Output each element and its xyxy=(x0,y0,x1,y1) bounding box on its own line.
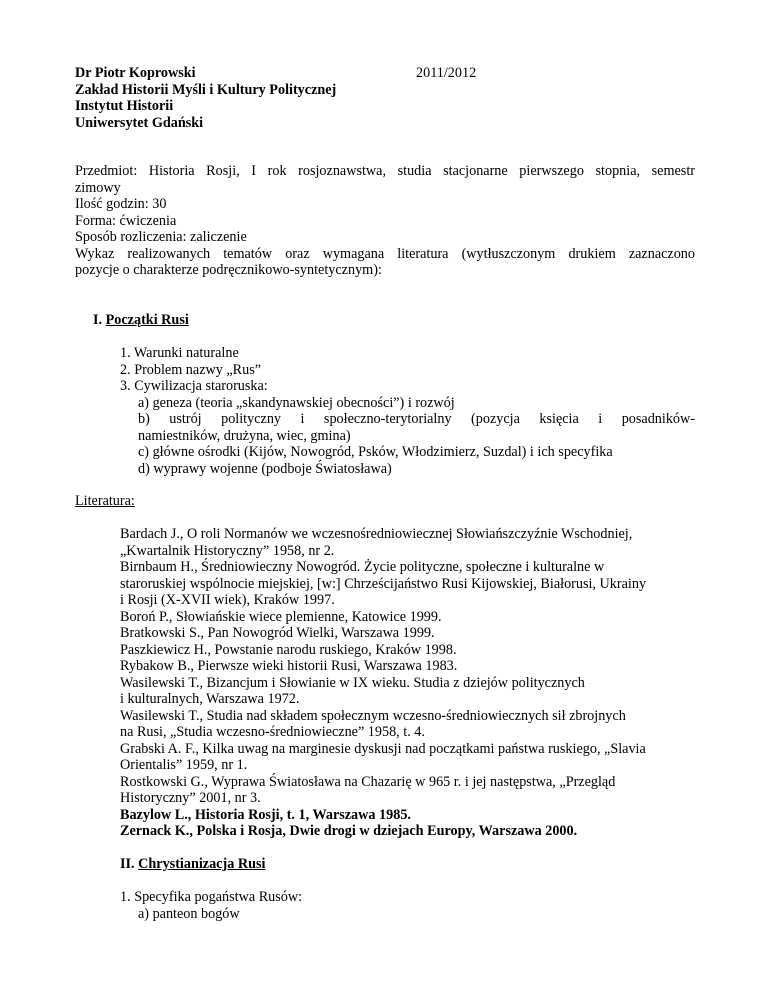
course-form: Forma: ćwiczenia xyxy=(75,213,177,229)
literature-entry: Rybakow B., Pierwsze wieki historii Rusi, Warszawa 1983. xyxy=(120,658,458,674)
literature-entry: Historyczny” 2001, nr 3. xyxy=(120,790,261,806)
section-2-number: II. xyxy=(120,856,135,872)
literature-entry: Bratkowski S., Pan Nowogród Wielki, Warszawa 1999. xyxy=(120,625,435,641)
literature-entry-textbook: Zernack K., Polska i Rosja, Dwie drogi w dziejach Europy, Warszawa 2000. xyxy=(120,823,578,839)
author-name: Dr Piotr Koprowski xyxy=(75,65,196,81)
literature-entry: Grabski A. F., Kilka uwag na marginesie dyskusji nad początkami państwa ruskiego, „Slavia xyxy=(120,741,646,757)
course-subject-line: Przedmiot: Historia Rosji, I rok rosjoznawstwa, studia stacjonarne pierwszego stopnia, semestr xyxy=(75,163,695,179)
topic-list-intro: Wykaz realizowanych tematów oraz wymagana literatura (wytłuszczonym drukiem zaznaczono xyxy=(75,246,695,262)
section-1-subitem: d) wyprawy wojenne (podboje Światosława) xyxy=(138,461,392,477)
course-hours: Ilość godzin: 30 xyxy=(75,196,167,212)
section-1-number: I. xyxy=(93,312,103,328)
literature-entry: i Rosji (X-XVII wiek), Kraków 1997. xyxy=(120,592,335,608)
section-1-item: 2. Problem nazwy „Rus” xyxy=(120,362,262,378)
literature-entry: staroruskiej wspólnocie miejskiej, [w:] Chrześcijaństwo Rusi Kijowskiej, Białorusi, Ukrainy xyxy=(120,576,647,592)
section-1-heading xyxy=(93,312,189,328)
section-2-title: Chrystianizacja Rusi xyxy=(138,856,266,872)
academic-year: 2011/2012 xyxy=(416,65,477,81)
section-1-item: 3. Cywilizacja staroruska: xyxy=(120,378,268,394)
literature-entry: Birnbaum H., Średniowieczny Nowogród. Życie polityczne, społeczne i kulturalne w xyxy=(120,559,605,575)
section-2-heading xyxy=(120,856,265,872)
section-1-subitem: b) ustrój polityczny i społeczno-terytorialny (pozycja księcia i posadników- xyxy=(138,411,695,427)
department-name: Zakład Historii Myśli i Kultury Politycznej xyxy=(75,82,337,98)
literature-entry: Orientalis” 1959, nr 1. xyxy=(120,757,248,773)
institute-name: Instytut Historii xyxy=(75,98,174,114)
section-1-subitem: namiestników, drużyna, wiec, gmina) xyxy=(138,428,351,444)
university-name: Uniwersytet Gdański xyxy=(75,115,204,131)
literature-label: Literatura: xyxy=(75,493,135,509)
literature-entry: na Rusi, „Studia wczesno-średniowieczne” 1958, t. 4. xyxy=(120,724,425,740)
literature-entry: „Kwartalnik Historyczny” 1958, nr 2. xyxy=(120,543,335,559)
section-1-item: 1. Warunki naturalne xyxy=(120,345,239,361)
section-2-item: 1. Specyfika pogaństwa Rusów: xyxy=(120,889,303,905)
section-2-subitem: a) panteon bogów xyxy=(138,906,240,922)
section-1-title: Początki Rusi xyxy=(105,312,189,328)
literature-entry: Boroń P., Słowiańskie wiece plemienne, Katowice 1999. xyxy=(120,609,442,625)
literature-entry: Bardach J., O roli Normanów we wczesnośredniowiecznej Słowiańszczyźnie Wschodniej, xyxy=(120,526,633,542)
literature-entry: i kulturalnych, Warszawa 1972. xyxy=(120,691,300,707)
course-settlement: Sposób rozliczenia: zaliczenie xyxy=(75,229,247,245)
literature-entry: Wasilewski T., Studia nad składem społecznym wczesno-średniowiecznych sił zbrojnych xyxy=(120,708,626,724)
topic-list-intro-2: pozycje o charakterze podręcznikowo-syntetycznym): xyxy=(75,262,382,278)
literature-entry-textbook: Bazylow L., Historia Rosji, t. 1, Warszawa 1985. xyxy=(120,807,411,823)
literature-entry: Paszkiewicz H., Powstanie narodu ruskiego, Kraków 1998. xyxy=(120,642,457,658)
literature-entry: Wasilewski T., Bizancjum i Słowianie w IX wieku. Studia z dziejów politycznych xyxy=(120,675,585,691)
section-1-subitem: a) geneza (teoria „skandynawskiej obecności”) i rozwój xyxy=(138,395,455,411)
literature-entry: Rostkowski G., Wyprawa Światosława na Chazarię w 965 r. i jej następstwa, „Przegląd xyxy=(120,774,616,790)
section-1-subitem: c) główne ośrodki (Kijów, Nowogród, Psków, Włodzimierz, Suzdal) i ich specyfika xyxy=(138,444,613,460)
course-subject-line-2: zimowy xyxy=(75,180,121,196)
